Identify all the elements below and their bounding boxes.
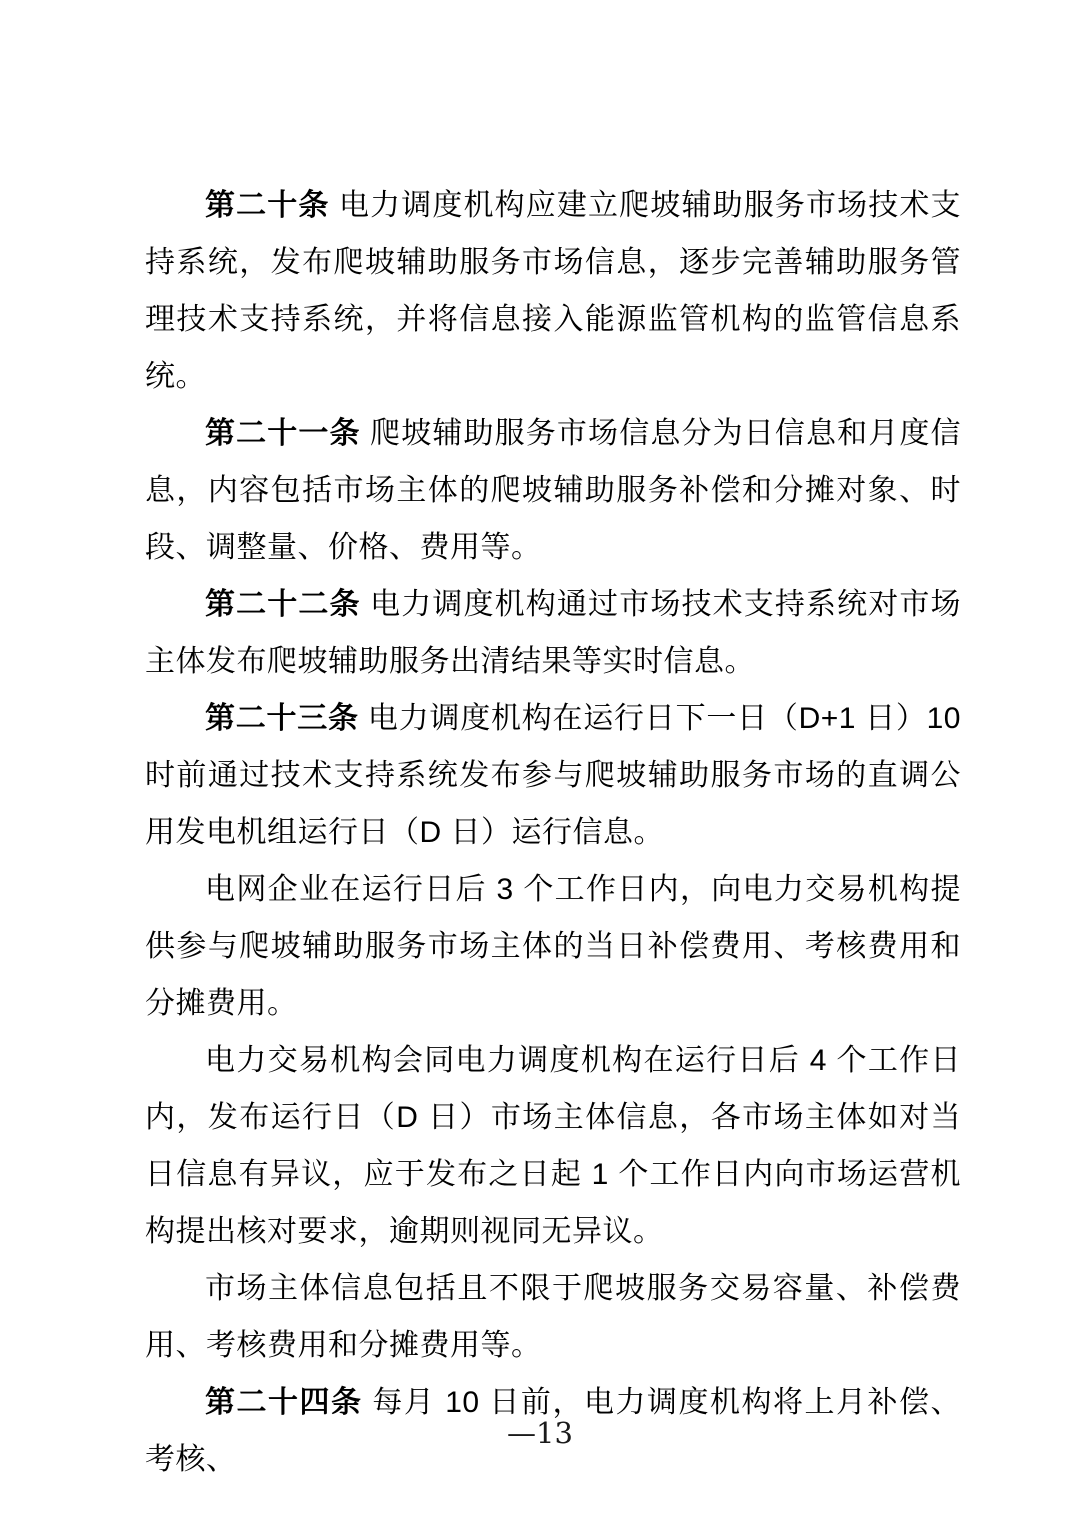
paragraph — [145, 405, 961, 576]
paragraph — [145, 690, 961, 861]
article-number: 第二十四条 — [205, 1386, 363, 1419]
article-text: 电力调度机构通过市场技术支持系统对市场主体发布爬坡辅助服务出清结果等实时信息。 — [145, 588, 962, 678]
paragraph: 电网企业在运行日后 3 个工作日内，向电力交易机构提供参与爬坡辅助服务市场主体的当日补偿费用、考核费用和分摊费用。 — [145, 873, 961, 1020]
article-text: 爬坡辅助服务市场信息分为日信息和月度信息，内容包括市场主体的爬坡辅助服务补偿和分摊对象、时段、调整量、价格、费用等。 — [145, 417, 962, 564]
paragraph — [145, 576, 961, 690]
article-number: 第二十三条 — [205, 702, 359, 735]
paragraph: 电力交易机构会同电力调度机构在运行日后 4 个工作日内，发布运行日（D 日）市场主体信息，各市场主体如对当日信息有异议，应于发布之日起 1 个工作日内向市场运营机构提出核对要求，逾期则视同无异议。 — [145, 1044, 961, 1248]
article-text: 每月 10 日前，电力调度机构将上月补偿、考核、 — [145, 1386, 962, 1476]
article-text: 电力调度机构在运行日下一日（D+1 日）10 时前通过技术支持系统发布参与爬坡辅助服务市场的直调公用发电机组运行日（D 日）运行信息。 — [145, 702, 961, 849]
article-text: 电力调度机构应建立爬坡辅助服务市场技术支持系统，发布爬坡辅助服务市场信息，逐步完善辅助服务管理技术支持系统，并将信息接入能源监管机构的监管信息系统。 — [145, 189, 961, 393]
article-number: 第二十条 — [205, 189, 330, 222]
document-body — [145, 177, 961, 1488]
paragraph — [145, 177, 961, 405]
article-number: 第二十一条 — [205, 417, 361, 450]
article-number: 第二十二条 — [205, 588, 361, 621]
paragraph: 市场主体信息包括且不限于爬坡服务交易容量、补偿费用、考核费用和分摊费用等。 — [145, 1272, 961, 1362]
page-number: —13 — [507, 1416, 573, 1450]
